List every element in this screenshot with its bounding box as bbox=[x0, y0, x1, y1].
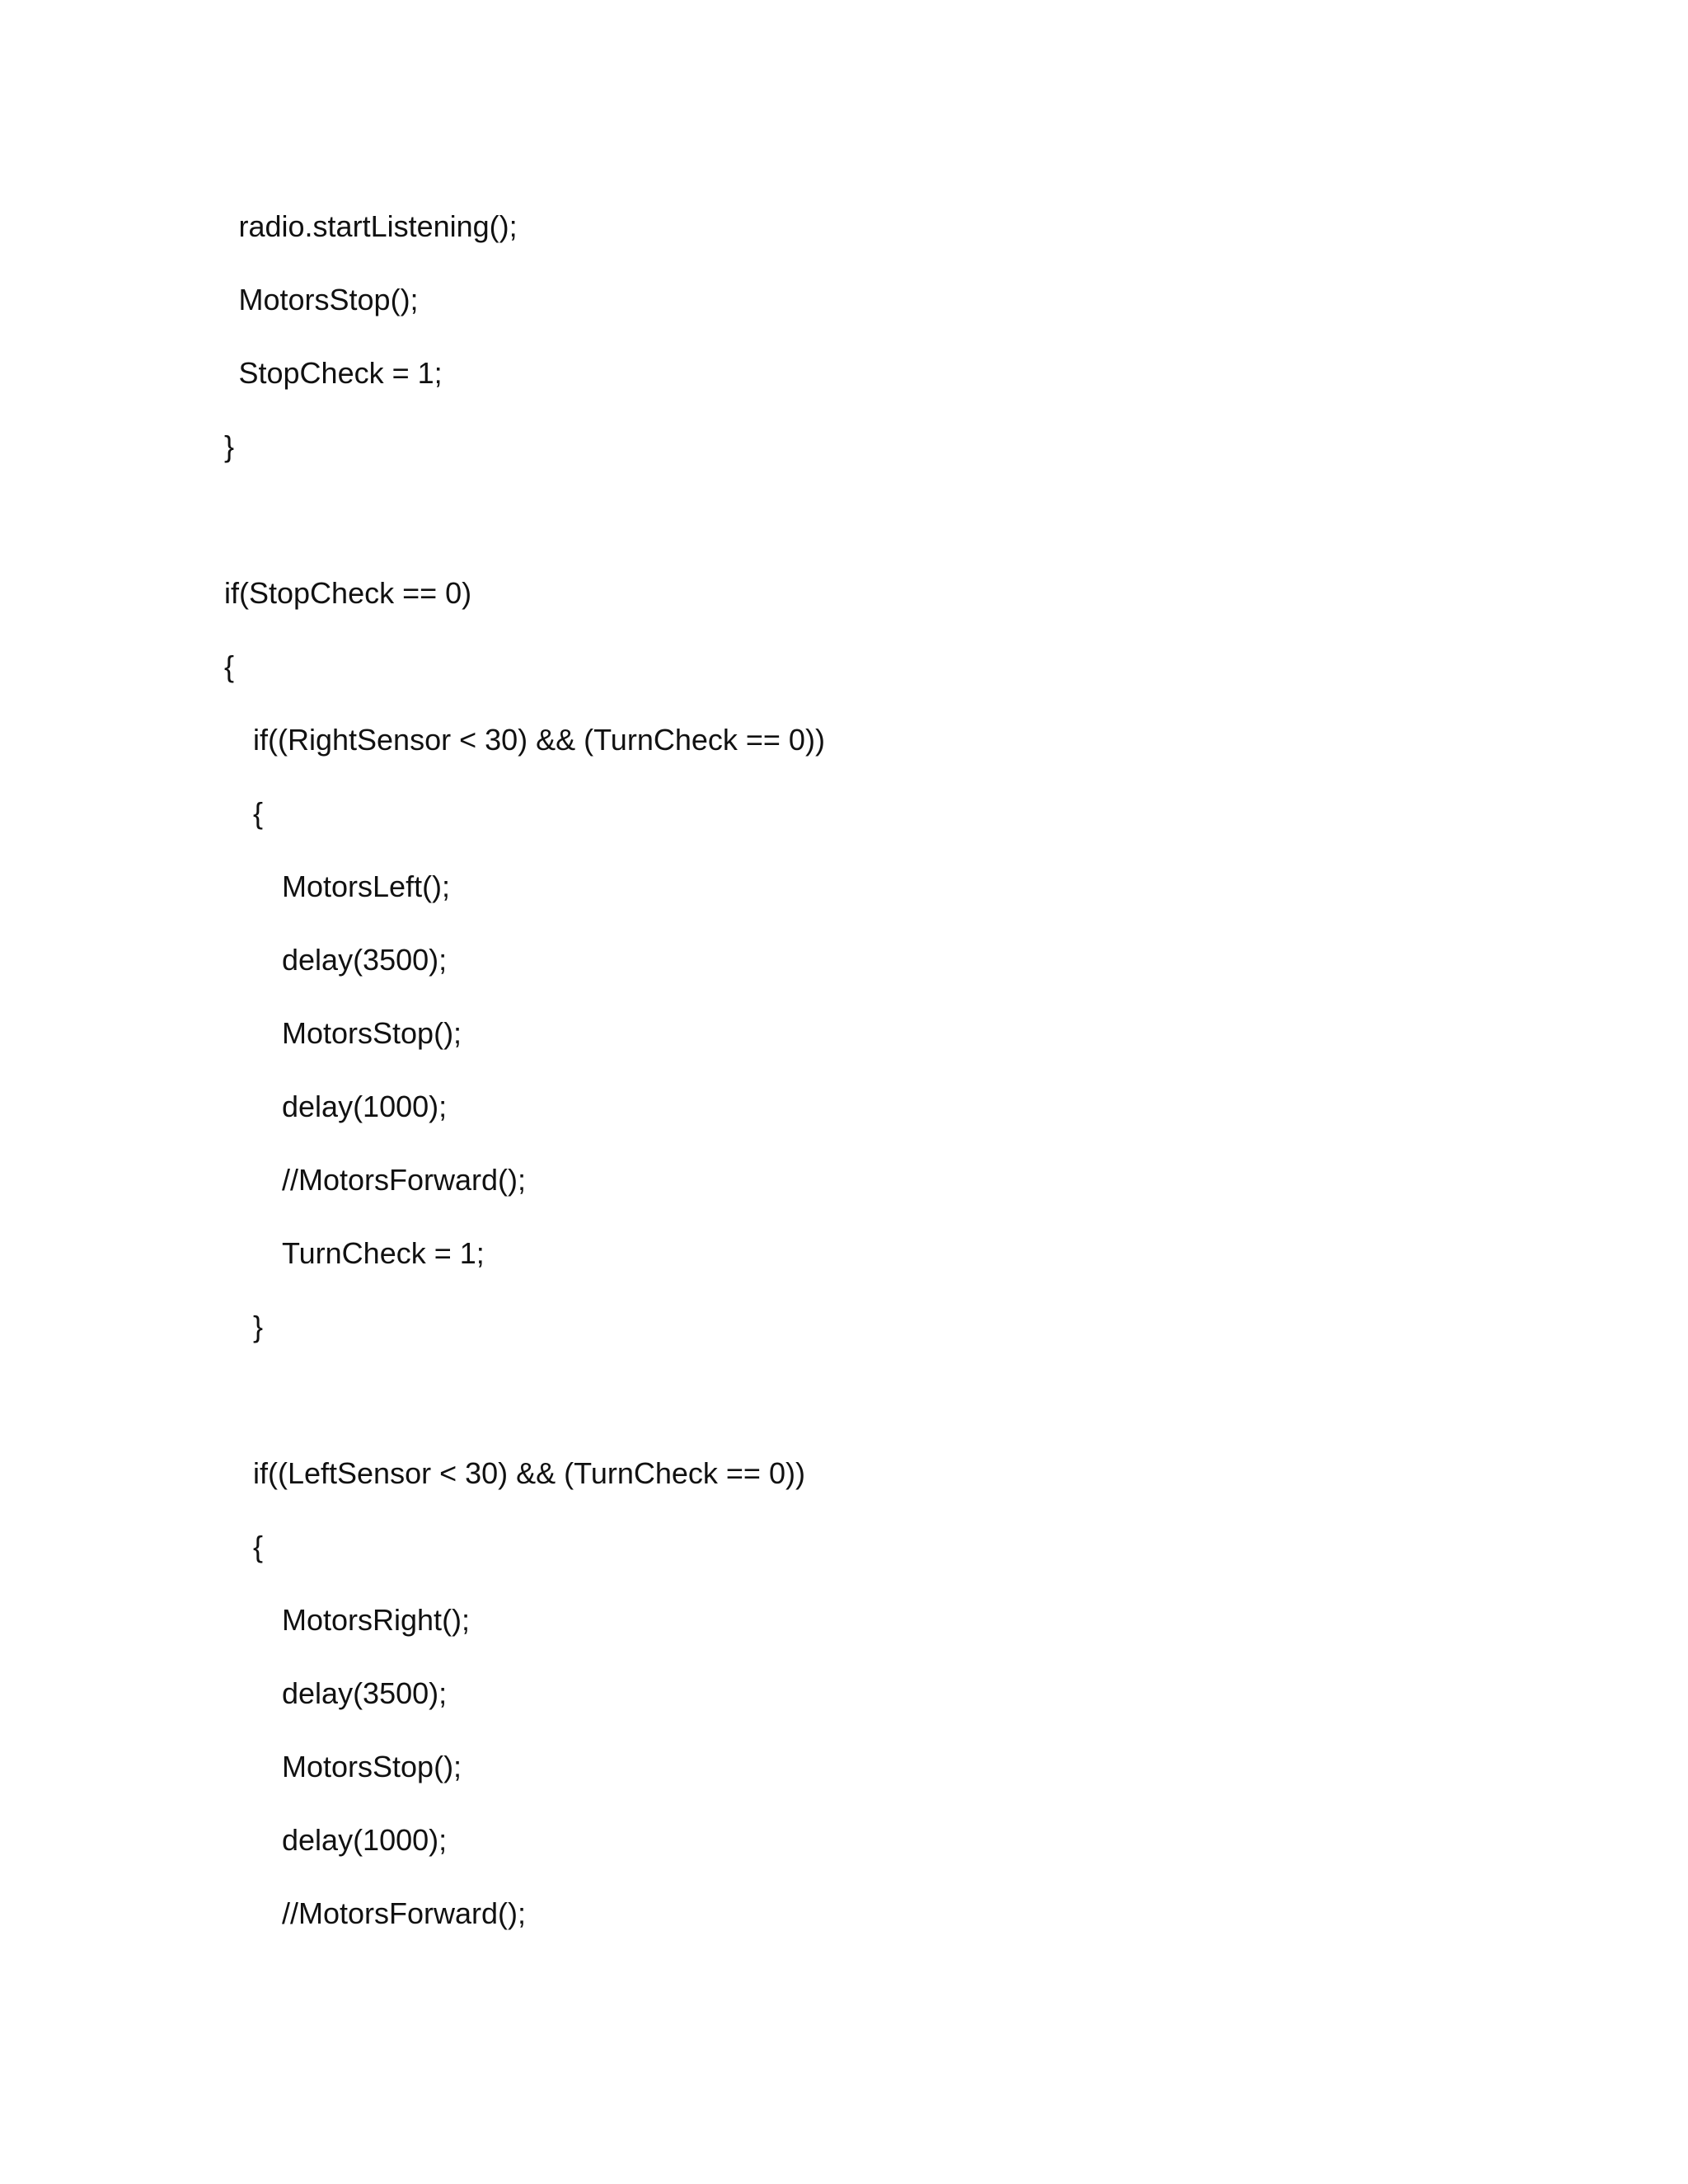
code-line: //MotorsForward(); bbox=[282, 1896, 527, 1930]
code-line: MotorsStop(); bbox=[282, 1016, 462, 1050]
code-line bbox=[224, 1363, 825, 1436]
code-line: MotorsStop(); bbox=[238, 283, 419, 316]
code-line: MotorsRight(); bbox=[282, 1603, 471, 1637]
code-line bbox=[224, 483, 825, 556]
code-line: delay(3500); bbox=[282, 1676, 448, 1710]
code-line: } bbox=[224, 429, 235, 463]
code-line: if((LeftSensor < 30) && (TurnCheck == 0)) bbox=[253, 1456, 805, 1490]
code-line: delay(1000); bbox=[282, 1823, 448, 1857]
code-line: if((RightSensor < 30) && (TurnCheck == 0)) bbox=[253, 723, 825, 757]
code-line: { bbox=[224, 649, 235, 683]
code-line: TurnCheck = 1; bbox=[282, 1236, 485, 1270]
code-line: //MotorsForward(); bbox=[282, 1163, 527, 1197]
code-line: MotorsStop(); bbox=[282, 1750, 462, 1783]
code-listing bbox=[224, 190, 825, 1950]
code-line: } bbox=[253, 1310, 264, 1343]
code-line: { bbox=[253, 796, 264, 830]
code-line: delay(3500); bbox=[282, 943, 448, 977]
code-line: { bbox=[253, 1530, 264, 1563]
code-line: MotorsLeft(); bbox=[282, 869, 451, 903]
code-line: if(StopCheck == 0) bbox=[224, 576, 472, 610]
code-line: delay(1000); bbox=[282, 1090, 448, 1123]
code-line: StopCheck = 1; bbox=[238, 356, 443, 390]
code-line: radio.startListening(); bbox=[238, 209, 518, 243]
